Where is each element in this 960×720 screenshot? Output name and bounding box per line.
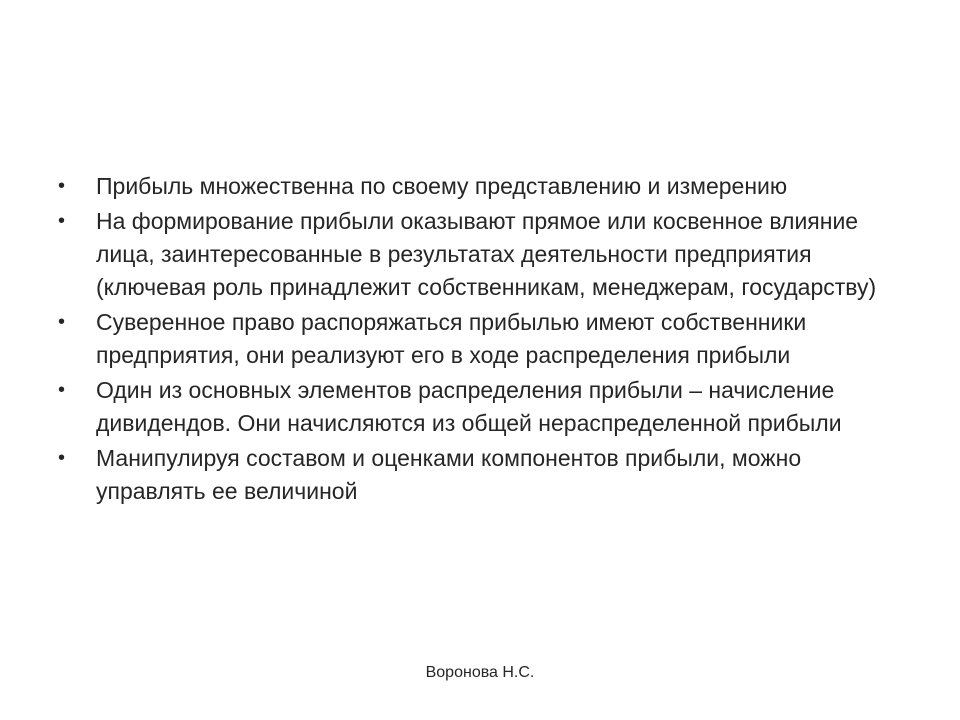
bullet-text: Один из основных элементов распределения прибыли – начисление дивидендов. Они начисляются из общей нераспределенной прибыли — [96, 377, 842, 436]
bullet-icon: • — [58, 311, 66, 333]
bullet-text: Прибыль множественна по своему представлению и измерению — [96, 173, 788, 199]
bullet-text: Суверенное право распоряжаться прибылью имеют собственники предприятия, они реализуют его в ходе распределения прибыли — [96, 309, 807, 368]
bullet-item — [58, 306, 908, 372]
bullet-text: Манипулируя составом и оценками компонентов прибыли, можно управлять ее величиной — [96, 445, 802, 504]
bullet-icon: • — [58, 447, 66, 469]
bullet-item — [58, 205, 908, 304]
bullet-item — [58, 442, 908, 508]
bullet-list — [58, 170, 908, 510]
bullet-item — [58, 374, 908, 440]
bullet-icon: • — [58, 175, 66, 197]
footer-author: Воронова Н.С. — [425, 664, 535, 681]
bullet-item — [58, 170, 908, 203]
bullet-text: На формирование прибыли оказывают прямое или косвенное влияние лица, заинтересованные в результатах деятельности предприятия (ключевая роль принадлежит собственникам, менеджерам, государству) — [96, 208, 877, 300]
bullet-icon: • — [58, 210, 66, 232]
bullet-icon: • — [58, 379, 66, 401]
